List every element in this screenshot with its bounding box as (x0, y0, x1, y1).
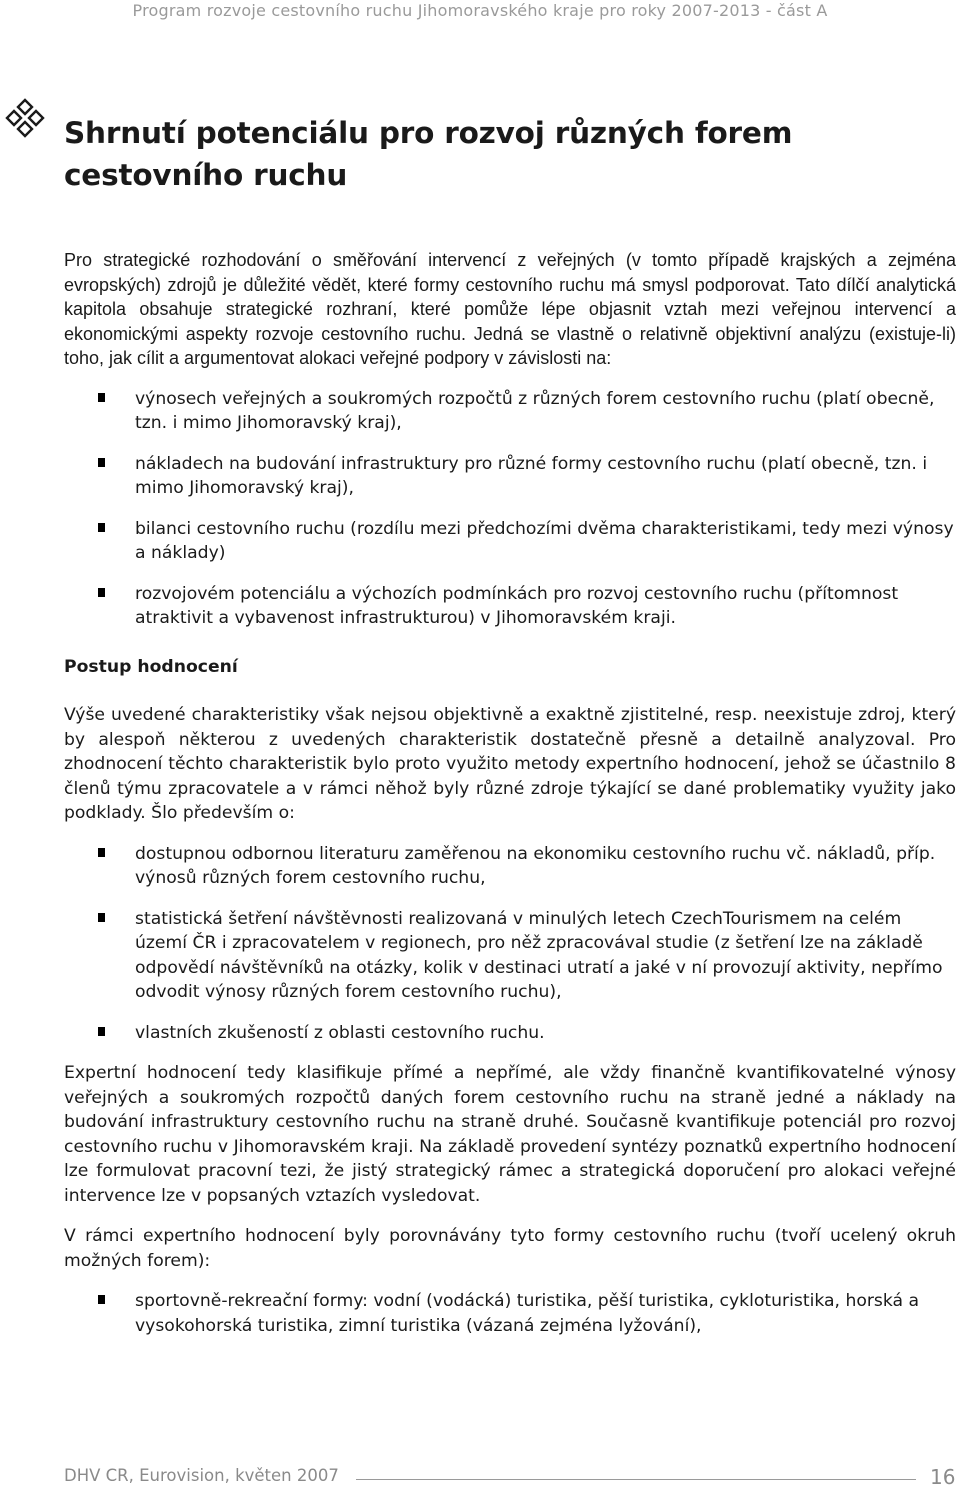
square-bullet-icon (98, 588, 105, 597)
square-bullet-icon (98, 458, 105, 467)
list-item: dostupnou odbornou literaturu zaměřenou na ekonomiku cestovního ruchu vč. nákladů, příp. výnosů různých forem cestovního ruchu, (64, 842, 956, 891)
square-bullet-icon (98, 523, 105, 532)
page-number: 16 (930, 1465, 956, 1489)
sources-bullet-list (64, 842, 956, 1046)
running-header: Program rozvoje cestovního ruchu Jihomoravského kraje pro roky 2007-2013 - část A (132, 1, 828, 20)
list-item: vlastních zkušeností z oblasti cestovního ruchu. (64, 1021, 956, 1046)
list-item: rozvojovém potenciálu a výchozích podmínkách pro rozvoj cestovního ruchu (přítomnost atraktivit a vybavenost infrastrukturou) v Jihomoravském kraji. (64, 582, 956, 631)
square-bullet-icon (98, 1295, 105, 1304)
diamond-cluster-icon (2, 98, 48, 138)
square-bullet-icon (98, 393, 105, 402)
list-item: sportovně-rekreační formy: vodní (vodácká) turistika, pěší turistika, cykloturistika, horská a vysokohorská turistika, zimní turistika (vázaná zejména lyžování), (64, 1289, 956, 1338)
square-bullet-icon (98, 848, 105, 857)
list-item: bilanci cestovního ruchu (rozdílu mezi předchozími dvěma charakteristikami, tedy mezi výnosy a náklady) (64, 517, 956, 566)
expert-evaluation-paragraph: Expertní hodnocení tedy klasifikuje přímé a nepřímé, ale vždy finančně kvantifikovatelné výnosy veřejných a soukromých rozpočtů daných forem cestovního ruchu na straně jedné a náklady na budování infrastruktury cestovního ruchu na straně druhé. Současně kvantifikuje potenciál pro rozvoj cestovního ruchu v Jihomoravském kraji. Na základě provedení syntézy poznatků expertního hodnocení lze formulovat pracovní tezi, že jistý strategický rámec a strategická doporučení pro alokaci veřejné intervence lze v popsaných vztazích vysledovat. (64, 1063, 956, 1206)
intro-bullet-list (64, 387, 956, 631)
main-content (64, 248, 956, 1338)
square-bullet-icon (98, 913, 105, 922)
compared-forms-paragraph: V rámci expertního hodnocení byly porovnávány tyto formy cestovního ruchu (tvoří ucelený okruh možných forem): (64, 1226, 956, 1271)
footer-divider (356, 1479, 916, 1480)
list-item: nákladech na budování infrastruktury pro různé formy cestovního ruchu (platí obecně, tzn. i mimo Jihomoravský kraj), (64, 452, 956, 501)
subsection-heading: Postup hodnocení (64, 656, 238, 677)
intro-paragraph: Pro strategické rozhodování o směřování intervencí z veřejných (v tomto případě krajských a zejména evropských) zdrojů je důležité vědět, které formy cestovního ruchu má smysl podporovat. Tato dílčí analytická kapitola obsahuje strategické rozhraní, které pomůže lépe objasnit vztah mezi veřejnou intervencí a ekonomickými aspekty rozvoje cestovního ruchu. Jedná se vlastně o relativně objektivní analýzu (existuje-li) toho, jak cílit a argumentovat alokaci veřejné podpory v závislosti na: (64, 250, 956, 368)
forms-bullet-list (64, 1289, 956, 1338)
section-title: Shrnutí potenciálu pro rozvoj různých forem cestovního ruchu (64, 116, 793, 192)
footer-text: DHV CR, Eurovision, květen 2007 (64, 1466, 339, 1485)
list-item: výnosech veřejných a soukromých rozpočtů z různých forem cestovního ruchu (platí obecně, tzn. i mimo Jihomoravský kraj), (64, 387, 956, 436)
list-item: statistická šetření návštěvnosti realizovaná v minulých letech CzechTourismem na celém území ČR i zpracovatelem v regionech, pro něž zpracovával studie (z šetření lze na základě odpovědí návštěvníků na otázky, kolik v destinaci utratí a jaké v ní provozují aktivity, nepřímo odvodit výnosy různých forem cestovního ruchu), (64, 907, 956, 1005)
square-bullet-icon (98, 1027, 105, 1036)
evaluation-paragraph: Výše uvedené charakteristiky však nejsou objektivně a exaktně zjistitelné, resp. neexistuje zdroj, který by alespoň některou z uvedených charakteristik dostatečně přesně a detailně analyzoval. Pro zhodnocení těchto charakteristik bylo proto využito metody expertního hodnocení, jehož se účastnilo 8 členů týmu zpracovatele a v rámci něhož byly různé zdroje týkající se dané problematiky využity jako podklady. Šlo především o: (64, 705, 956, 823)
